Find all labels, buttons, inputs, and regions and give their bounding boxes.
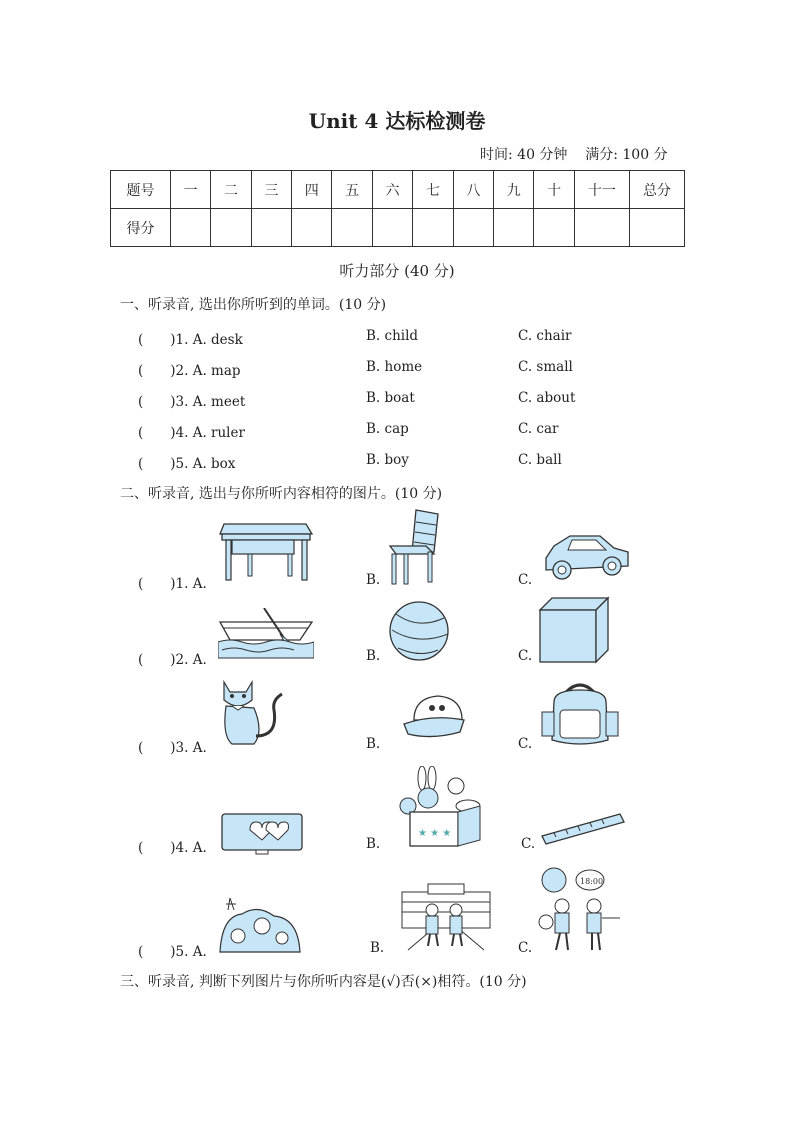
score-input-cell[interactable] <box>629 209 684 247</box>
score-input-cell[interactable] <box>211 209 251 247</box>
pencil-box-icon <box>220 810 304 856</box>
kids-talking-icon <box>538 866 622 954</box>
time-info: 时间: 40 分钟 满分: 100 分 <box>480 147 668 163</box>
s1-q1-a: ( )1. A. desk <box>138 332 243 348</box>
s2-q1-a-label: ( )1. A. <box>138 576 207 592</box>
box-icon <box>538 596 610 664</box>
boat-icon <box>218 608 314 660</box>
score-header-cell: 十 <box>534 171 574 209</box>
s2-q4-b-label: B. <box>366 836 381 852</box>
s2-q2-c-label: C. <box>518 648 533 664</box>
score-header-cell: 十一 <box>574 171 629 209</box>
score-header-cell: 六 <box>372 171 412 209</box>
svg-text:★ ★ ★: ★ ★ ★ <box>418 828 452 839</box>
s2-q3-c-label: C. <box>518 736 533 752</box>
toy-box-icon <box>396 766 486 850</box>
score-header-row <box>111 171 685 209</box>
score-header-cell: 四 <box>292 171 332 209</box>
chair-icon <box>386 508 442 586</box>
car-icon <box>540 528 632 584</box>
s1-q5-c: C. ball <box>518 452 562 468</box>
s1-q3-b: B. boat <box>366 390 415 406</box>
score-value-row <box>111 209 685 247</box>
s1-q5-b: B. boy <box>366 452 409 468</box>
toys-pile-icon <box>218 896 302 954</box>
cap-icon <box>402 692 466 742</box>
clock-text: 18:00 <box>580 877 604 886</box>
score-header-cell: 五 <box>332 171 372 209</box>
s2-q3-a-label: ( )3. A. <box>138 740 207 756</box>
s2-q1-b-label: B. <box>366 572 381 588</box>
s1-q2-a: ( )2. A. map <box>138 363 241 379</box>
s1-q1-c: C. chair <box>518 328 572 344</box>
score-input-cell[interactable] <box>574 209 629 247</box>
score-input-cell[interactable] <box>251 209 291 247</box>
s2-q5-a-label: ( )5. A. <box>138 944 207 960</box>
s1-q4-a: ( )4. A. ruler <box>138 425 245 441</box>
ruler-icon <box>540 810 626 846</box>
s1-q2-c: C. small <box>518 359 573 375</box>
desk-icon <box>218 520 314 582</box>
s1-q4-b: B. cap <box>366 421 409 437</box>
s2-q5-c-label: C. <box>518 940 533 956</box>
ball-icon <box>388 600 450 662</box>
score-header-cell: 二 <box>211 171 251 209</box>
score-input-cell[interactable] <box>332 209 372 247</box>
score-header-cell: 九 <box>494 171 534 209</box>
s2-q3-b-label: B. <box>366 736 381 752</box>
s1-q3-c: C. about <box>518 390 576 406</box>
score-header-cell: 题号 <box>111 171 171 209</box>
s2-q5-b-label: B. <box>370 940 385 956</box>
s1-q5-a: ( )5. A. box <box>138 456 236 472</box>
s2-q4-c-label: C. <box>521 836 536 852</box>
section3-title: 三、听录音, 判断下列图片与你所听内容是(√)否(×)相符。(10 分) <box>120 974 527 990</box>
s1-q3-a: ( )3. A. meet <box>138 394 246 410</box>
score-input-cell[interactable] <box>292 209 332 247</box>
score-input-cell[interactable] <box>413 209 453 247</box>
score-input-cell[interactable] <box>534 209 574 247</box>
s1-q4-c: C. car <box>518 421 559 437</box>
s2-q2-b-label: B. <box>366 648 381 664</box>
score-header-cell: 三 <box>251 171 291 209</box>
score-header-cell: 一 <box>170 171 210 209</box>
score-header-cell: 总分 <box>629 171 684 209</box>
page-title: Unit 4 达标检测卷 <box>308 109 486 133</box>
score-header-cell: 八 <box>453 171 493 209</box>
listening-part-title: 听力部分 (40 分) <box>339 262 455 280</box>
score-input-cell[interactable] <box>453 209 493 247</box>
section1-title: 一、听录音, 选出你所听到的单词。(10 分) <box>120 297 387 313</box>
score-input-cell[interactable] <box>372 209 412 247</box>
s2-q1-c-label: C. <box>518 572 533 588</box>
cat-icon <box>218 676 292 748</box>
score-input-cell[interactable] <box>494 209 534 247</box>
s2-q2-a-label: ( )2. A. <box>138 652 207 668</box>
s1-q1-b: B. child <box>366 328 419 344</box>
school-kids-icon <box>398 882 494 952</box>
score-table <box>110 170 685 247</box>
s2-q4-a-label: ( )4. A. <box>138 840 207 856</box>
s1-q2-b: B. home <box>366 359 423 375</box>
score-input-cell[interactable] <box>170 209 210 247</box>
score-header-cell: 七 <box>413 171 453 209</box>
score-row-label: 得分 <box>111 209 171 247</box>
section2-title: 二、听录音, 选出与你所听内容相符的图片。(10 分) <box>120 486 443 502</box>
schoolbag-icon <box>540 680 620 748</box>
